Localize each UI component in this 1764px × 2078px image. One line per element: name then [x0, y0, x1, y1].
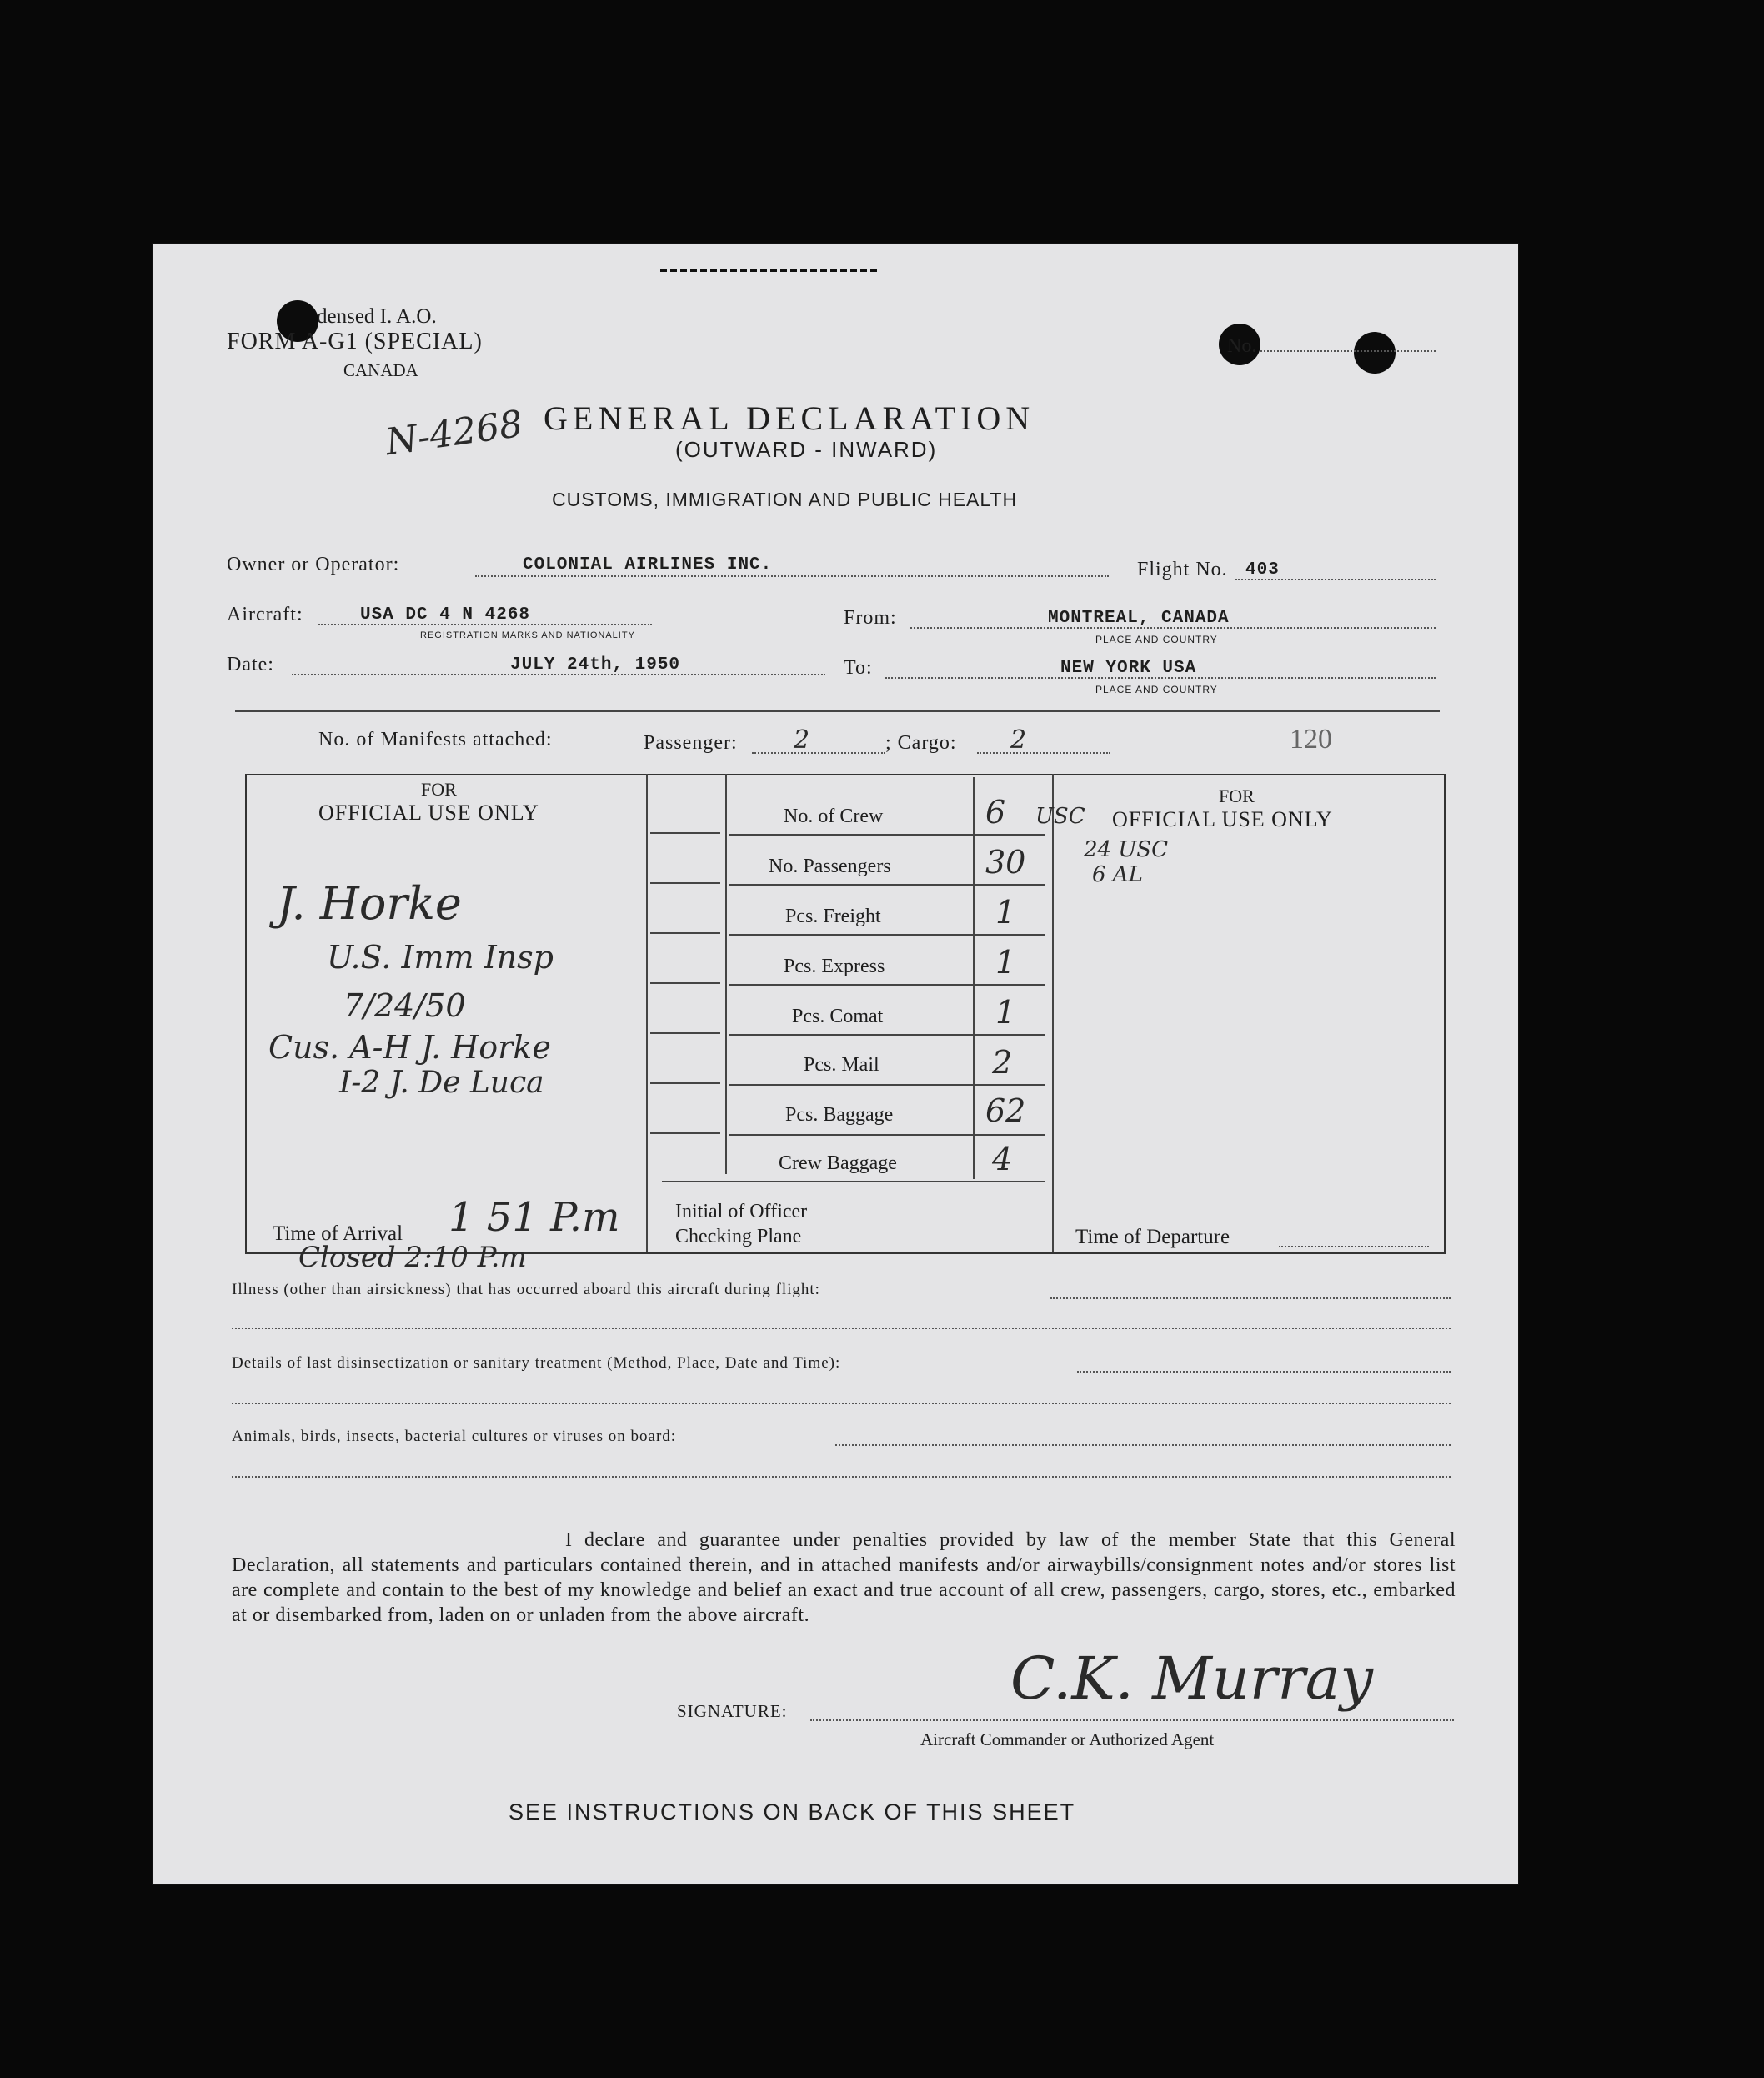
form-subtitle: (OUTWARD - INWARD) [675, 437, 938, 462]
form-no-line [1260, 350, 1436, 352]
row-line [650, 932, 720, 934]
closed-note: Closed 2:10 P.m [298, 1241, 527, 1274]
row-line [729, 1084, 1045, 1086]
date-value: JULY 24th, 1950 [510, 655, 681, 675]
top-edge-marks [660, 269, 877, 277]
official-note-date: 7/24/50 [343, 987, 466, 1024]
row-line [729, 984, 1045, 986]
right-official-for: FOR [1219, 786, 1255, 806]
crew-count-value: 6 [985, 794, 1006, 831]
cargo-manifest-line [977, 752, 1110, 754]
disinsectization-line-2 [232, 1403, 1451, 1404]
right-note-6al: 6 AL [1092, 862, 1143, 887]
crew-count-label: No. of Crew [784, 806, 884, 827]
row-line [650, 832, 720, 834]
animals-line [835, 1444, 1451, 1446]
form-line-1: densed I. A.O. [317, 305, 437, 328]
row-line [729, 884, 1045, 886]
official-note-inspector: U.S. Imm Insp [327, 939, 554, 976]
row-line [650, 1082, 720, 1084]
official-note-customs: Cus. A-H J. Horke [268, 1029, 551, 1066]
arrival-value: 1 51 P.m [449, 1194, 620, 1241]
row-line [650, 982, 720, 984]
comat-count-value: 1 [995, 994, 1016, 1031]
form-number: FORM A-G1 (SPECIAL) [227, 329, 483, 354]
freight-count-label: Pcs. Freight [785, 906, 881, 927]
date-label: Date: [227, 654, 274, 675]
row-line [729, 934, 1045, 936]
cargo-manifest-value: 2 [1010, 725, 1027, 755]
row-line [662, 1181, 1045, 1182]
disinsectization-line [1077, 1371, 1451, 1373]
official-signature-horke: J. Horke [277, 877, 462, 930]
to-value: NEW YORK USA [1060, 659, 1197, 678]
row-line [650, 1032, 720, 1034]
box-divider-left [646, 774, 648, 1252]
mail-count-value: 2 [992, 1044, 1013, 1081]
baggage-count-label: Pcs. Baggage [785, 1104, 894, 1126]
handwritten-reference: N-4268 [383, 402, 526, 464]
instructions-footer: SEE INSTRUCTIONS ON BACK OF THIS SHEET [509, 1799, 1076, 1825]
crew-baggage-label: Crew Baggage [779, 1152, 897, 1174]
punch-hole [1354, 332, 1396, 374]
signature-line [810, 1719, 1454, 1721]
departure-line [1279, 1246, 1429, 1247]
box-divider-inner [725, 774, 727, 1174]
animals-label: Animals, birds, insects, bacterial cultures or viruses on board: [232, 1428, 677, 1445]
crew-baggage-value: 4 [992, 1141, 1013, 1177]
flight-value: 403 [1245, 560, 1280, 580]
mail-count-label: Pcs. Mail [804, 1054, 879, 1076]
comat-count-label: Pcs. Comat [792, 1006, 884, 1027]
manifests-label: No. of Manifests attached: [318, 729, 553, 750]
right-official-heading: OFFICIAL USE ONLY [1112, 807, 1333, 831]
animals-line-2 [232, 1476, 1451, 1478]
arrival-label: Time of Arrival [273, 1222, 403, 1245]
row-line [650, 882, 720, 884]
flight-label: Flight No. [1137, 559, 1228, 580]
owner-line [475, 575, 1109, 577]
cargo-manifest-label: ; Cargo: [885, 732, 957, 754]
official-note-immigration: I-2 J. De Luca [339, 1066, 544, 1100]
form-subject: CUSTOMS, IMMIGRATION AND PUBLIC HEALTH [552, 489, 1018, 510]
passengers-count-label: No. Passengers [769, 856, 891, 877]
left-official-for: FOR [421, 779, 457, 800]
from-caption: PLACE AND COUNTRY [1095, 634, 1218, 645]
passenger-manifest-line [752, 752, 885, 754]
aircraft-value: USA DC 4 N 4268 [360, 605, 531, 625]
to-label: To: [844, 657, 873, 679]
form-title: GENERAL DECLARATION [544, 399, 1035, 437]
commander-signature: C.K. Murray [1010, 1644, 1374, 1713]
row-line [650, 1132, 720, 1134]
departure-label: Time of Departure [1075, 1226, 1230, 1248]
baggage-count-value: 62 [985, 1092, 1026, 1129]
owner-value: COLONIAL AIRLINES INC. [523, 555, 773, 575]
express-count-value: 1 [995, 944, 1016, 981]
signature-label: SIGNATURE: [677, 1701, 788, 1721]
to-caption: PLACE AND COUNTRY [1095, 684, 1218, 695]
header-divider [235, 710, 1440, 712]
country-label: CANADA [343, 360, 418, 380]
freight-count-value: 1 [995, 894, 1016, 931]
box-divider-right [1052, 774, 1054, 1252]
from-label: From: [844, 607, 897, 629]
row-line [729, 1034, 1045, 1036]
declaration-form-sheet [152, 243, 1519, 1885]
declaration-text: I declare and guarantee under penalties provided by law of the member State that this General Declaration, all statements and particulars contained therein, and in attached manifests and/or airwaybills/consignment notes and/or stores list are complete and contain to the best of my knowledge and belief an exact and true account of all crew, passengers, cargo, stores, etc., embarked at or disembarked from, laden on or unladen from the above aircraft. [232, 1529, 1456, 1626]
illness-line-2 [232, 1328, 1451, 1329]
row-line [729, 1134, 1045, 1136]
left-official-heading: OFFICIAL USE ONLY [318, 801, 539, 825]
passenger-manifest-label: Passenger: [644, 732, 738, 754]
stamped-number: 120 [1290, 724, 1332, 755]
illness-line [1050, 1297, 1451, 1299]
aircraft-caption: REGISTRATION MARKS AND NATIONALITY [420, 630, 635, 640]
aircraft-label: Aircraft: [227, 604, 303, 625]
owner-label: Owner or Operator: [227, 554, 400, 575]
express-count-label: Pcs. Express [784, 956, 885, 977]
illness-label: Illness (other than airsickness) that has occurred aboard this aircraft during flight: [232, 1281, 820, 1298]
value-column-divider [973, 777, 975, 1179]
checking-plane-label: Checking Plane [675, 1226, 802, 1247]
initial-officer-label: Initial of Officer [675, 1201, 808, 1222]
right-note-24usc: 24 USC [1084, 837, 1168, 862]
from-value: MONTREAL, CANADA [1048, 609, 1230, 628]
disinsectization-label: Details of last disinsectization or sanitary treatment (Method, Place, Date and Time): [232, 1354, 841, 1372]
passenger-manifest-value: 2 [794, 725, 810, 755]
row-line [729, 834, 1045, 836]
form-no-label: No. [1227, 335, 1257, 357]
right-note-usc: USC [1035, 804, 1085, 829]
signer-caption: Aircraft Commander or Authorized Agent [920, 1729, 1215, 1749]
passengers-count-value: 30 [985, 844, 1026, 881]
